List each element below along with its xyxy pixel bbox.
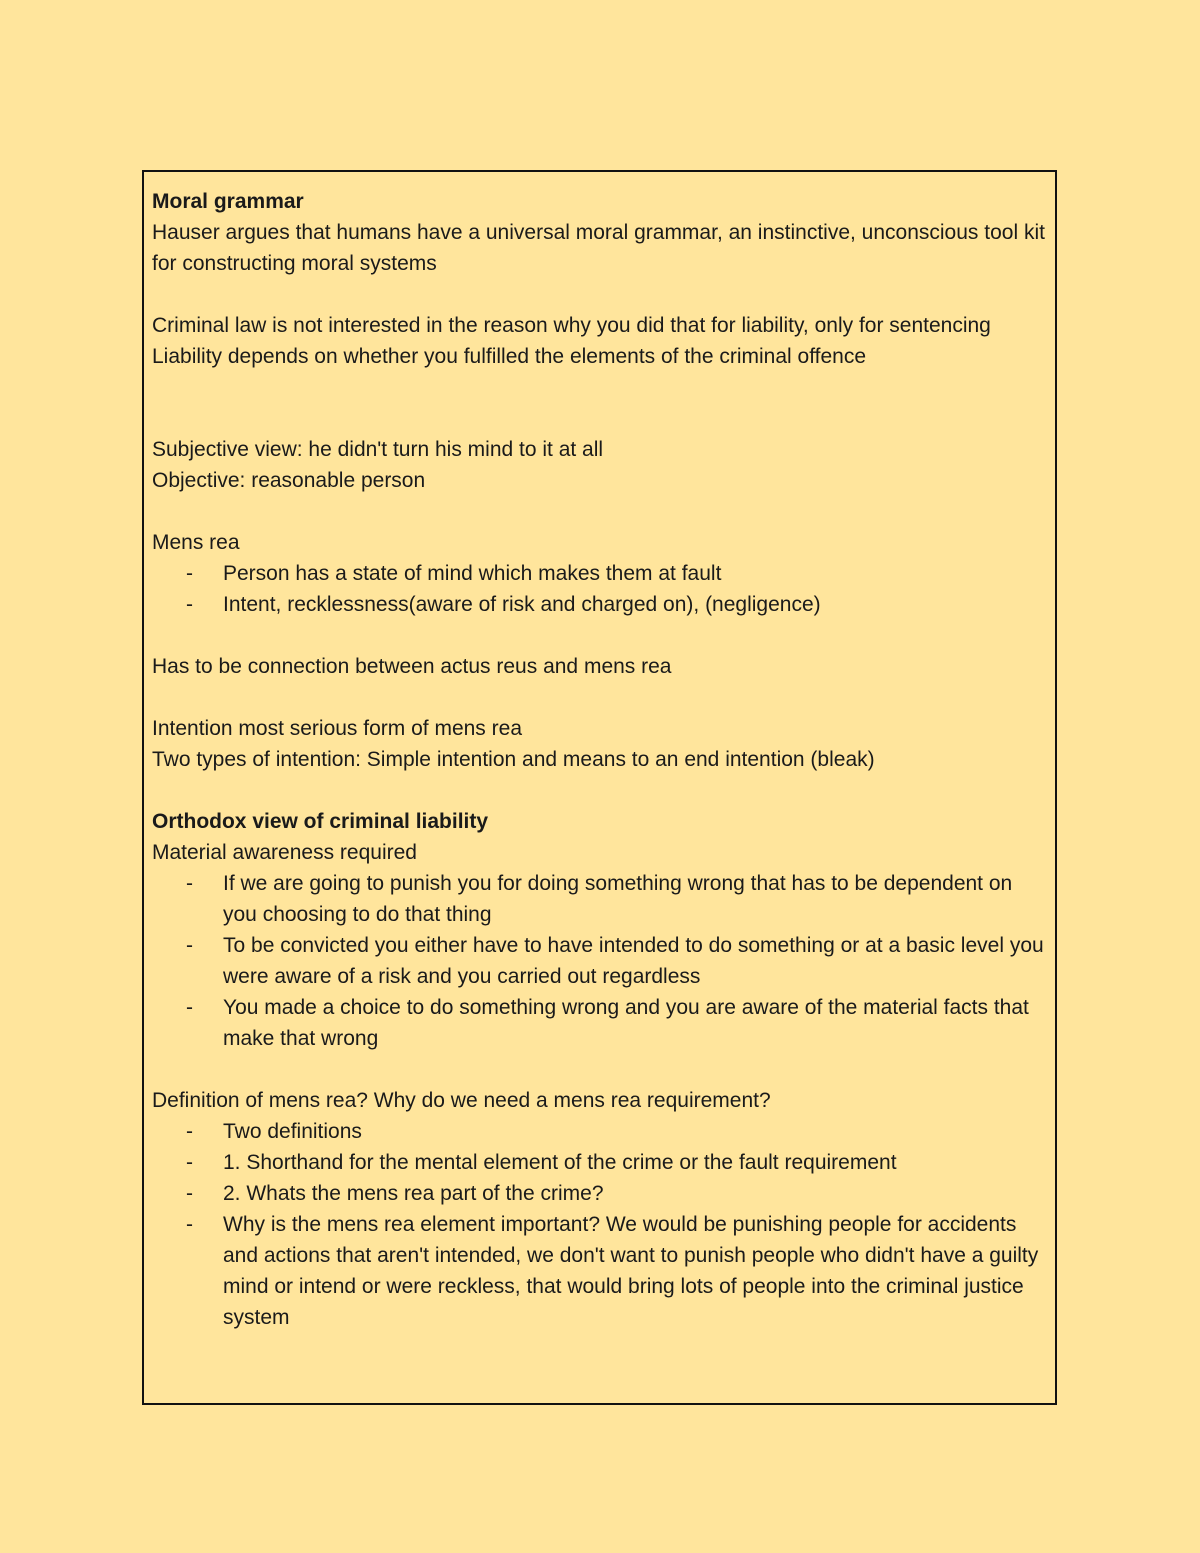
dash-bullet: - [186,996,193,1019]
paragraph: Criminal law is not interested in the reason why you did that for liability, only for sentencing [152,314,991,337]
definition-list [152,1116,1045,1333]
list-item: - Two definitions [152,1116,1045,1147]
dash-bullet: - [186,934,193,957]
list-item: - 2. Whats the mens rea part of the crime? [152,1178,1045,1209]
orthodox-list [152,868,1045,1054]
mens-rea-label: Mens rea [152,531,240,554]
dash-bullet: - [186,1182,193,1205]
dash-bullet: - [186,1120,193,1143]
paragraph: Liability depends on whether you fulfilled the elements of the criminal offence [152,345,867,368]
notes-box [142,170,1057,1405]
list-item: - Person has a state of mind which makes them at fault [152,558,1045,589]
section-heading-orthodox-view: Orthodox view of criminal liability [152,810,489,833]
paragraph: Intention most serious form of mens rea [152,717,522,740]
mens-rea-list [152,558,1045,620]
paragraph: Has to be connection between actus reus and mens rea [152,655,672,678]
question-line: Definition of mens rea? Why do we need a mens rea requirement? [152,1089,771,1112]
paragraph: Hauser argues that humans have a universal moral grammar, an instinctive, unconscious tool kit for constructing moral systems [152,221,1045,275]
dash-bullet: - [186,562,193,585]
paragraph: Subjective view: he didn't turn his mind to it at all [152,438,604,461]
list-item: - You made a choice to do something wrong and you are aware of the material facts that make that wrong [152,992,1045,1054]
list-item: - 1. Shorthand for the mental element of the crime or the fault requirement [152,1147,1045,1178]
list-item: - Intent, recklessness(aware of risk and charged on), (negligence) [152,589,1045,620]
paragraph: Material awareness required [152,841,417,864]
section-heading-moral-grammar: Moral grammar [152,190,304,213]
list-item: - If we are going to punish you for doing something wrong that has to be dependent on you choosing to do that thing [152,868,1045,930]
dash-bullet: - [186,1151,193,1174]
dash-bullet: - [186,872,193,895]
list-item: - To be convicted you either have to have intended to do something or at a basic level you were aware of a risk and you carried out regardless [152,930,1045,992]
paragraph: Two types of intention: Simple intention and means to an end intention (bleak) [152,748,875,771]
paragraph: Objective: reasonable person [152,469,426,492]
list-item: - Why is the mens rea element important? We would be punishing people for accidents and actions that aren't intended, we don't want to punish people who didn't have a guilty mind or intend or were reckless, that would bring lots of people into the criminal justice system [152,1209,1045,1333]
dash-bullet: - [186,593,193,616]
dash-bullet: - [186,1213,193,1236]
